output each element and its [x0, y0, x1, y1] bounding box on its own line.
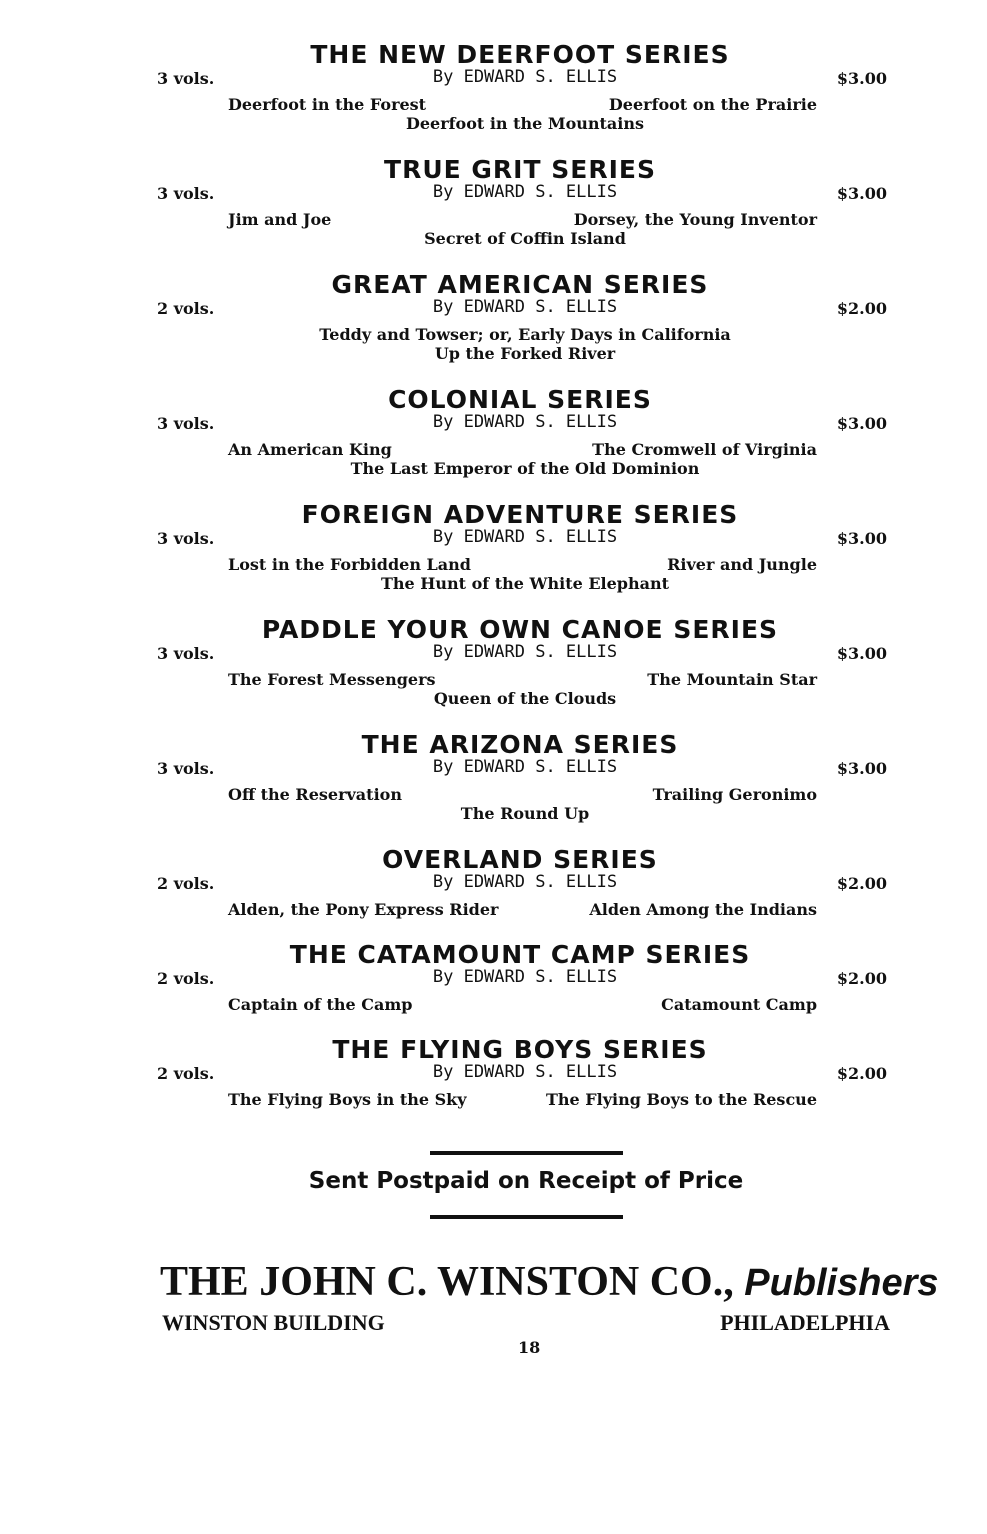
series-entry	[0, 940, 987, 1050]
series-title: THE FLYING BOYS SERIES	[332, 1035, 708, 1064]
series-entry	[0, 615, 987, 725]
volume-count: 2 vols.	[157, 874, 215, 893]
author-line: By EDWARD S. ELLIS	[432, 527, 618, 547]
series-entry	[0, 845, 987, 955]
series-entry	[0, 385, 987, 495]
book-title-left: The Flying Boys in the Sky	[228, 1090, 467, 1109]
book-title-center: Teddy and Towser; or, Early Days in California	[319, 325, 731, 344]
series-price: $3.00	[836, 69, 887, 88]
volume-count: 3 vols.	[157, 69, 215, 88]
book-title-center: The Hunt of the White Elephant	[380, 574, 669, 593]
series-price: $3.00	[836, 184, 887, 203]
book-title-right: The Cromwell of Virginia	[592, 440, 817, 459]
series-entry	[0, 730, 987, 840]
book-title-right: Catamount Camp	[661, 995, 817, 1014]
series-title: OVERLAND SERIES	[382, 845, 658, 874]
book-title-center: Secret of Coffin Island	[424, 229, 626, 248]
author-line: By EDWARD S. ELLIS	[432, 182, 618, 202]
author-line: By EDWARD S. ELLIS	[432, 642, 618, 662]
author-line: By EDWARD S. ELLIS	[432, 1062, 618, 1082]
series-entry	[0, 1035, 987, 1145]
book-title-left: The Forest Messengers	[228, 670, 436, 689]
publisher-company: THE JOHN C. WINSTON CO.,	[160, 1259, 734, 1305]
series-price: $2.00	[836, 874, 887, 893]
series-title: GREAT AMERICAN SERIES	[331, 270, 709, 299]
series-entry	[0, 500, 987, 610]
series-entry	[0, 270, 987, 380]
publisher-suffix: Publishers	[744, 1262, 939, 1304]
publisher-name	[160, 1258, 939, 1306]
series-price: $2.00	[836, 1064, 887, 1083]
divider	[430, 1151, 623, 1155]
postpaid-note: Sent Postpaid on Receipt of Price	[308, 1168, 744, 1194]
volume-count: 3 vols.	[157, 184, 215, 203]
book-title-right: River and Jungle	[667, 555, 817, 574]
author-line: By EDWARD S. ELLIS	[432, 872, 618, 892]
volume-count: 3 vols.	[157, 759, 215, 778]
volume-count: 3 vols.	[157, 529, 215, 548]
series-entry	[0, 40, 987, 150]
series-price: $3.00	[836, 414, 887, 433]
book-title-left: Lost in the Forbidden Land	[228, 555, 471, 574]
series-title: FOREIGN ADVENTURE SERIES	[301, 500, 739, 529]
divider	[430, 1215, 623, 1219]
series-title: THE ARIZONA SERIES	[361, 730, 679, 759]
book-title-left: Alden, the Pony Express Rider	[228, 900, 499, 919]
series-price: $3.00	[836, 759, 887, 778]
volume-count: 2 vols.	[157, 1064, 215, 1083]
author-line: By EDWARD S. ELLIS	[432, 67, 618, 87]
page-number: 18	[518, 1338, 541, 1357]
book-title-center: The Round Up	[460, 804, 590, 823]
book-title-right: Deerfoot on the Prairie	[608, 95, 817, 114]
series-title: COLONIAL SERIES	[388, 385, 652, 414]
publisher-building: WINSTON BUILDING	[162, 1310, 385, 1335]
series-price: $3.00	[836, 529, 887, 548]
book-title-right: The Flying Boys to the Rescue	[545, 1090, 817, 1109]
series-price: $2.00	[836, 969, 887, 988]
book-title-right: The Mountain Star	[647, 670, 817, 689]
book-title-right: Dorsey, the Young Inventor	[573, 210, 817, 229]
book-title-center: The Last Emperor of the Old Dominion	[350, 459, 700, 478]
book-title-center: Queen of the Clouds	[433, 689, 617, 708]
series-entry	[0, 155, 987, 265]
author-line: By EDWARD S. ELLIS	[432, 412, 618, 432]
series-title: TRUE GRIT SERIES	[384, 155, 656, 184]
book-title-left: Off the Reservation	[228, 785, 402, 804]
book-title-left: Captain of the Camp	[228, 995, 413, 1014]
volume-count: 2 vols.	[157, 969, 215, 988]
book-title-left: An American King	[228, 440, 392, 459]
author-line: By EDWARD S. ELLIS	[432, 297, 618, 317]
book-title-left: Deerfoot in the Forest	[228, 95, 427, 114]
book-title-right: Trailing Geronimo	[652, 785, 817, 804]
series-price: $3.00	[836, 644, 887, 663]
book-title-right: Alden Among the Indians	[589, 900, 817, 919]
series-title: THE NEW DEERFOOT SERIES	[310, 40, 730, 69]
book-title-center: Up the Forked River	[434, 344, 616, 363]
series-title: PADDLE YOUR OWN CANOE SERIES	[261, 615, 779, 644]
volume-count: 3 vols.	[157, 644, 215, 663]
volume-count: 3 vols.	[157, 414, 215, 433]
author-line: By EDWARD S. ELLIS	[432, 967, 618, 987]
book-title-left: Jim and Joe	[228, 210, 332, 229]
publisher-city: PHILADELPHIA	[720, 1310, 890, 1335]
series-price: $2.00	[836, 299, 887, 318]
series-title: THE CATAMOUNT CAMP SERIES	[289, 940, 751, 969]
book-title-center: Deerfoot in the Mountains	[405, 114, 645, 133]
volume-count: 2 vols.	[157, 299, 215, 318]
author-line: By EDWARD S. ELLIS	[432, 757, 618, 777]
